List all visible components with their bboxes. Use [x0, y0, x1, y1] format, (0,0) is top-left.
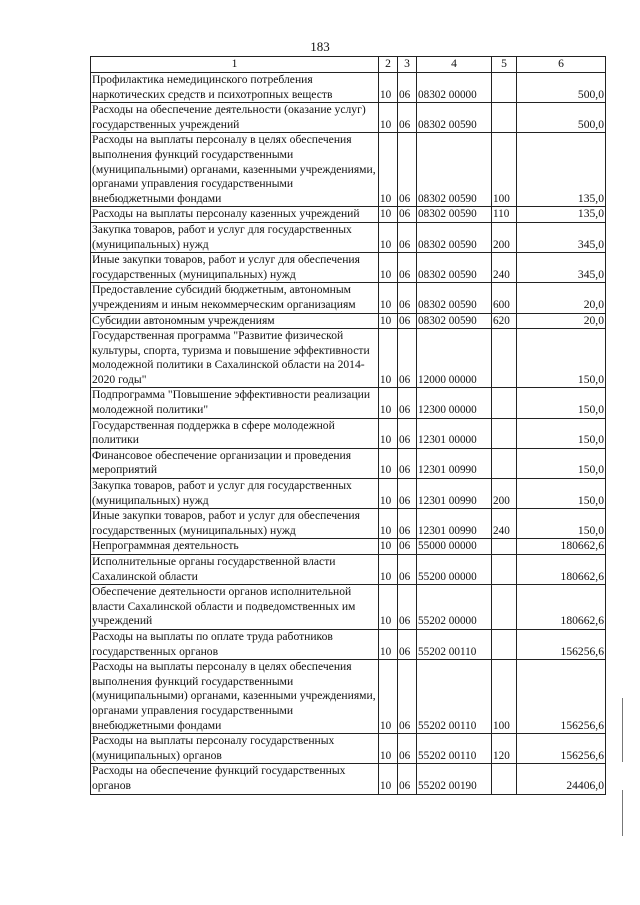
cell-amount: 345,0: [517, 253, 606, 283]
cell-expense-type: [492, 629, 517, 659]
cell-section: 10: [379, 253, 398, 283]
table-row: [91, 585, 606, 630]
header-cell-target-article: 4: [417, 57, 492, 73]
cell-expense-type: [492, 764, 517, 794]
cell-amount: 180662,6: [517, 585, 606, 630]
cell-section: 10: [379, 73, 398, 103]
cell-name: Государственная поддержка в сфере молодежной политики: [91, 418, 379, 448]
cell-subsection: 06: [398, 509, 417, 539]
table-row: [91, 629, 606, 659]
cell-amount: 156256,6: [517, 734, 606, 764]
scan-edge-mark: [622, 698, 623, 762]
table-row: [91, 660, 606, 734]
cell-section: 10: [379, 629, 398, 659]
cell-target-article: 08302 00590: [417, 313, 492, 329]
cell-section: 10: [379, 222, 398, 252]
cell-section: 10: [379, 509, 398, 539]
cell-expense-type: 240: [492, 253, 517, 283]
table-header-row: [91, 57, 606, 73]
header-cell-section: 2: [379, 57, 398, 73]
cell-target-article: 12301 00000: [417, 418, 492, 448]
cell-section: 10: [379, 133, 398, 207]
cell-expense-type: [492, 103, 517, 133]
cell-name: Предоставление субсидий бюджетным, автономным учреждениям и иным некоммерческим организациям: [91, 283, 379, 313]
cell-name: Непрограммная деятельность: [91, 539, 379, 555]
cell-subsection: 06: [398, 585, 417, 630]
cell-section: 10: [379, 418, 398, 448]
cell-expense-type: [492, 418, 517, 448]
cell-name: Иные закупки товаров, работ и услуг для обеспечения государственных (муниципальных) нужд: [91, 509, 379, 539]
cell-expense-type: 200: [492, 222, 517, 252]
cell-target-article: 12301 00990: [417, 448, 492, 478]
cell-amount: 500,0: [517, 103, 606, 133]
cell-section: 10: [379, 555, 398, 585]
cell-expense-type: 120: [492, 734, 517, 764]
cell-subsection: 06: [398, 253, 417, 283]
cell-section: 10: [379, 313, 398, 329]
table-row: [91, 539, 606, 555]
cell-amount: 150,0: [517, 329, 606, 388]
cell-subsection: 06: [398, 555, 417, 585]
cell-amount: 180662,6: [517, 555, 606, 585]
cell-target-article: 08302 00590: [417, 283, 492, 313]
cell-expense-type: 110: [492, 207, 517, 223]
cell-target-article: 55202 00110: [417, 629, 492, 659]
cell-amount: 150,0: [517, 509, 606, 539]
cell-amount: 20,0: [517, 313, 606, 329]
cell-target-article: 08302 00590: [417, 253, 492, 283]
cell-target-article: 08302 00590: [417, 207, 492, 223]
cell-name: Закупка товаров, работ и услуг для государственных (муниципальных) нужд: [91, 222, 379, 252]
cell-amount: 135,0: [517, 133, 606, 207]
cell-expense-type: 620: [492, 313, 517, 329]
cell-amount: 150,0: [517, 388, 606, 418]
cell-name: Расходы на выплаты персоналу в целях обеспечения выполнения функций государственными (муниципальными) органами, казенными учреждениями, органами управления государственными внебюджетными фондами: [91, 133, 379, 207]
cell-subsection: 06: [398, 73, 417, 103]
cell-name: Расходы на обеспечение функций государственных органов: [91, 764, 379, 794]
cell-subsection: 06: [398, 660, 417, 734]
cell-amount: 20,0: [517, 283, 606, 313]
cell-name: Государственная программа "Развитие физической культуры, спорта, туризма и повышение эффективности молодежной политики в Сахалинской области на 2014-2020 годы": [91, 329, 379, 388]
cell-subsection: 06: [398, 313, 417, 329]
table-row: [91, 133, 606, 207]
cell-subsection: 06: [398, 629, 417, 659]
cell-name: Расходы на выплаты персоналу казенных учреждений: [91, 207, 379, 223]
page-number: 183: [310, 39, 330, 54]
table-row: [91, 283, 606, 313]
table-row: [91, 313, 606, 329]
cell-section: 10: [379, 539, 398, 555]
cell-section: 10: [379, 734, 398, 764]
table-row: [91, 555, 606, 585]
cell-section: 10: [379, 448, 398, 478]
cell-amount: 156256,6: [517, 629, 606, 659]
cell-section: 10: [379, 764, 398, 794]
cell-section: 10: [379, 585, 398, 630]
cell-subsection: 06: [398, 479, 417, 509]
cell-expense-type: [492, 388, 517, 418]
cell-section: 10: [379, 207, 398, 223]
table-body: [91, 73, 606, 795]
cell-amount: 500,0: [517, 73, 606, 103]
cell-name: Финансовое обеспечение организации и проведения мероприятий: [91, 448, 379, 478]
cell-expense-type: [492, 448, 517, 478]
cell-name: Расходы на обеспечение деятельности (оказание услуг) государственных учреждений: [91, 103, 379, 133]
header-cell-amount: 6: [517, 57, 606, 73]
cell-subsection: 06: [398, 133, 417, 207]
cell-subsection: 06: [398, 207, 417, 223]
table-row: [91, 448, 606, 478]
cell-target-article: 08302 00590: [417, 133, 492, 207]
cell-amount: 150,0: [517, 448, 606, 478]
cell-name: Иные закупки товаров, работ и услуг для обеспечения государственных (муниципальных) нужд: [91, 253, 379, 283]
cell-subsection: 06: [398, 283, 417, 313]
table-row: [91, 73, 606, 103]
cell-section: 10: [379, 479, 398, 509]
cell-target-article: 12301 00990: [417, 509, 492, 539]
table-row: [91, 734, 606, 764]
cell-amount: 135,0: [517, 207, 606, 223]
table-row: [91, 764, 606, 794]
cell-subsection: 06: [398, 388, 417, 418]
header-cell-subsection: 3: [398, 57, 417, 73]
table-row: [91, 253, 606, 283]
header-cell-expense-type: 5: [492, 57, 517, 73]
cell-name: Расходы на выплаты персоналу в целях обеспечения выполнения функций государственными (муниципальными) органами, казенными учреждениями, органами управления государственными внебюджетными фондами: [91, 660, 379, 734]
cell-expense-type: [492, 555, 517, 585]
cell-expense-type: [492, 539, 517, 555]
table-row: [91, 388, 606, 418]
cell-name: Подпрограмма "Повышение эффективности реализации молодежной политики": [91, 388, 379, 418]
cell-expense-type: 240: [492, 509, 517, 539]
cell-section: 10: [379, 660, 398, 734]
table-row: [91, 479, 606, 509]
cell-target-article: 55000 00000: [417, 539, 492, 555]
table-row: [91, 103, 606, 133]
table-row: [91, 509, 606, 539]
cell-expense-type: 200: [492, 479, 517, 509]
table-row: [91, 207, 606, 223]
cell-subsection: 06: [398, 222, 417, 252]
cell-section: 10: [379, 283, 398, 313]
cell-target-article: 12301 00990: [417, 479, 492, 509]
cell-target-article: 55202 00110: [417, 660, 492, 734]
cell-subsection: 06: [398, 418, 417, 448]
cell-target-article: 12000 00000: [417, 329, 492, 388]
cell-name: Расходы на выплаты персоналу государственных (муниципальных) органов: [91, 734, 379, 764]
cell-subsection: 06: [398, 329, 417, 388]
cell-section: 10: [379, 103, 398, 133]
cell-amount: 150,0: [517, 418, 606, 448]
cell-subsection: 06: [398, 448, 417, 478]
cell-amount: 24406,0: [517, 764, 606, 794]
cell-section: 10: [379, 329, 398, 388]
table-row: [91, 329, 606, 388]
cell-amount: 156256,6: [517, 660, 606, 734]
budget-table: [90, 56, 606, 795]
cell-subsection: 06: [398, 103, 417, 133]
cell-name: Исполнительные органы государственной власти Сахалинской области: [91, 555, 379, 585]
cell-name: Субсидии автономным учреждениям: [91, 313, 379, 329]
table-row: [91, 222, 606, 252]
cell-amount: 345,0: [517, 222, 606, 252]
cell-expense-type: [492, 329, 517, 388]
cell-expense-type: [492, 585, 517, 630]
cell-target-article: 08302 00590: [417, 222, 492, 252]
cell-expense-type: 100: [492, 660, 517, 734]
cell-target-article: 08302 00590: [417, 103, 492, 133]
cell-target-article: 55202 00190: [417, 764, 492, 794]
cell-name: Профилактика немедицинского потребления наркотических средств и психотропных веществ: [91, 73, 379, 103]
cell-amount: 180662,6: [517, 539, 606, 555]
cell-name: Расходы на выплаты по оплате труда работников государственных органов: [91, 629, 379, 659]
cell-target-article: 55200 00000: [417, 555, 492, 585]
cell-expense-type: 600: [492, 283, 517, 313]
header-cell-name: 1: [91, 57, 379, 73]
cell-expense-type: 100: [492, 133, 517, 207]
cell-subsection: 06: [398, 539, 417, 555]
cell-section: 10: [379, 388, 398, 418]
cell-target-article: 12300 00000: [417, 388, 492, 418]
cell-target-article: 08302 00000: [417, 73, 492, 103]
cell-expense-type: [492, 73, 517, 103]
cell-name: Обеспечение деятельности органов исполнительной власти Сахалинской области и подведомственных им учреждений: [91, 585, 379, 630]
cell-target-article: 55202 00110: [417, 734, 492, 764]
cell-name: Закупка товаров, работ и услуг для государственных (муниципальных) нужд: [91, 479, 379, 509]
cell-target-article: 55202 00000: [417, 585, 492, 630]
cell-subsection: 06: [398, 764, 417, 794]
scan-edge-mark: [622, 790, 623, 836]
cell-amount: 150,0: [517, 479, 606, 509]
cell-subsection: 06: [398, 734, 417, 764]
table-row: [91, 418, 606, 448]
